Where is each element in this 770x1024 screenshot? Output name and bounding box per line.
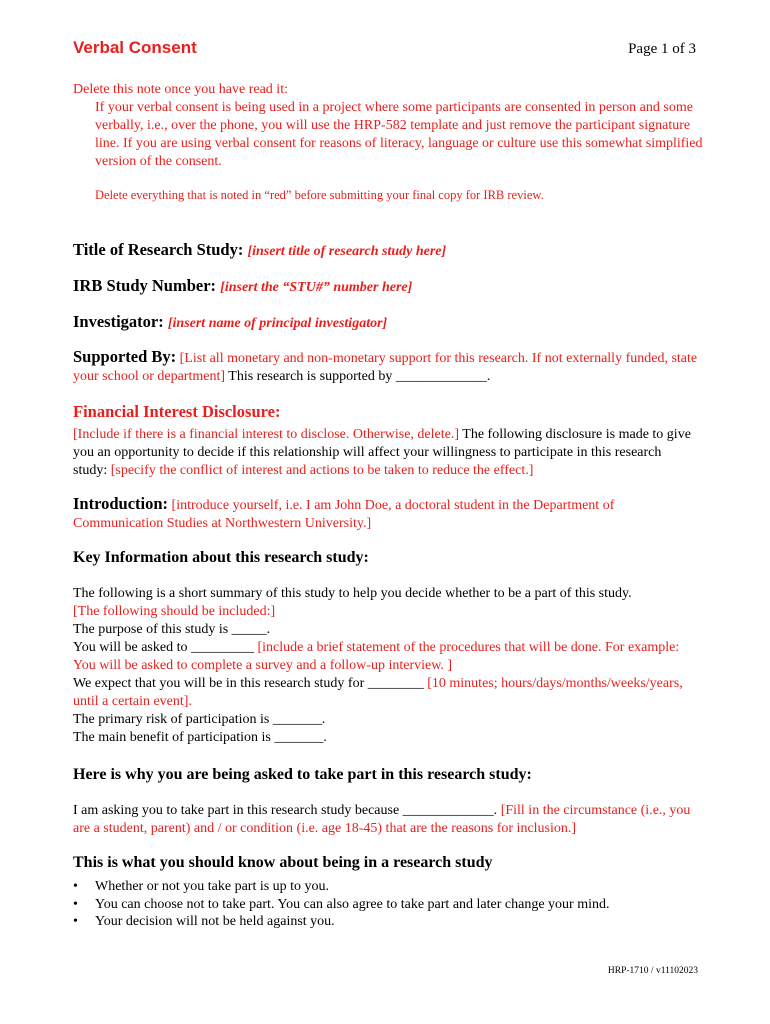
supported-by-label: Supported By: [73,347,177,366]
list-item: • Your decision will not be held against you. [73,914,335,930]
supported-by-section [73,348,698,386]
key-info-procedures [73,639,698,675]
supported-by-text: This research is supported by _____________. [228,369,491,384]
duration-text: We expect that you will be in this research study for ________ [73,676,424,691]
title-field [73,240,446,260]
key-info-benefit: The main benefit of participation is _______. [73,730,327,745]
red-text-note: Delete everything that is noted in “red” before submitting your final copy for IRB review. [95,188,544,202]
supported-by-instruction: [List all monetary and non-monetary support for this research. If not externally funded, state your school or department] [73,351,698,384]
duration-instruction: [10 minutes; hours/days/months/weeks/years, until a certain event]. [73,676,683,709]
bullet-icon: • [73,914,78,930]
financial-heading: Financial Interest Disclosure: [73,402,281,421]
procedures-instruction: [include a brief statement of the procedures that will be done. For example: You will be asked to complete a survey and a follow-up interview. ] [73,640,680,673]
financial-text: The following disclosure is made to give you an opportunity to decide if this relationship will affect your willingness to participate in this research study: [73,427,691,478]
irb-label: IRB Study Number: [73,276,217,295]
financial-paragraph [73,426,698,480]
introduction-label: Introduction: [73,494,169,513]
why-heading: Here is why you are being asked to take part in this research study: [73,766,532,783]
bullet-icon: • [73,879,78,894]
key-info-purpose: The purpose of this study is _____. [73,622,271,637]
key-info-risk: The primary risk of participation is _______. [73,712,326,727]
title-label: Title of Research Study: [73,240,244,259]
know-heading: This is what you should know about being in a research study [73,854,493,871]
know-list [73,878,698,931]
irb-placeholder: [insert the “STU#” number here] [220,280,413,295]
why-paragraph [73,802,698,838]
introduction-section [73,495,698,533]
title-placeholder: [insert title of research study here] [247,244,447,259]
list-item: • You can choose not to take part. You can also agree to take part and later change your mind. [73,896,610,912]
why-instruction: [Fill in the circumstance (i.e., you are a student, parent) and / or condition (i.e. age 18-45) that are the reasons for inclusion.] [73,803,691,836]
key-info-intro: The following is a short summary of this study to help you decide whether to be a part of this study. [73,586,632,601]
key-info-duration [73,675,698,711]
list-item: • Whether or not you take part is up to you. [73,879,330,894]
why-text: I am asking you to take part in this research study because _____________. [73,803,498,818]
investigator-placeholder: [insert name of principal investigator] [167,316,388,331]
note-lead: Delete this note once you have read it: [73,82,288,97]
instruction-note [73,81,703,171]
financial-conflict-placeholder: [specify the conflict of interest and actions to be taken to reduce the effect.] [110,463,534,478]
irb-field [73,276,412,296]
procedures-text: You will be asked to _________ [73,640,254,655]
key-info-include-note: [The following should be included:] [73,604,276,619]
investigator-field [73,312,387,332]
key-info-body [73,585,698,747]
financial-instruction: [Include if there is a financial interest to disclose. Otherwise, delete.] [73,427,460,442]
note-body: If your verbal consent is being used in a project where some participants are consented in person and some verbally, i.e., over the phone, you will use the HRP-582 template and just remove the participant signature line. If you are using verbal consent for reasons of literacy, language or culture use this somewhat simplified version of the consent. [95,100,703,169]
bullet-icon: • [73,896,78,912]
key-info-heading: Key Information about this research study: [73,549,369,566]
form-version: HRP-1710 / v11102023 [607,966,698,976]
introduction-instruction: [introduce yourself, i.e. I am John Doe, a doctoral student in the Department of Communication Studies at Northwestern University.] [73,498,615,531]
investigator-label: Investigator: [73,312,164,331]
document-title: Verbal Consent [73,38,197,57]
page-number: Page 1 of 3 [628,41,696,57]
